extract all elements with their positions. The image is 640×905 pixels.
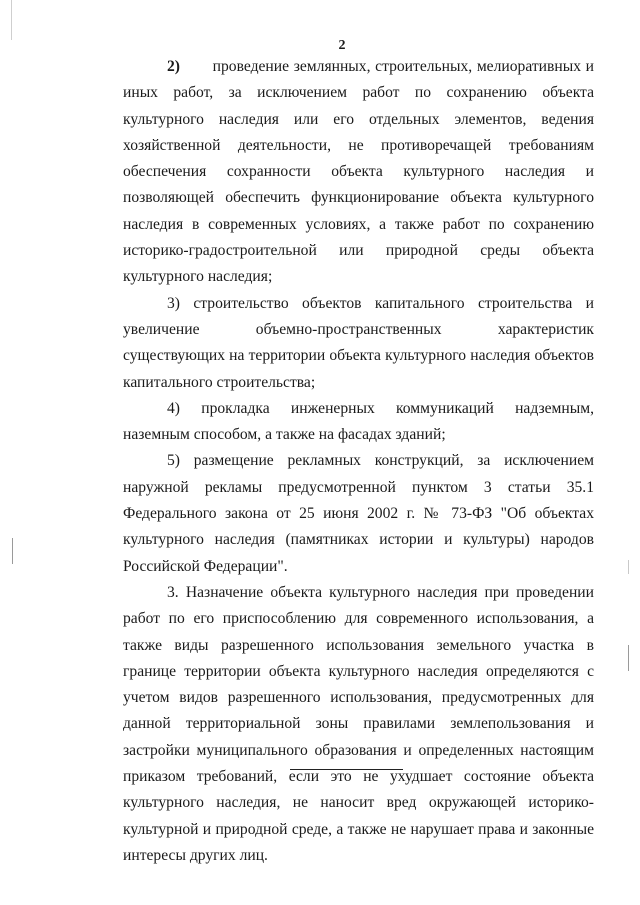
page-number: 2 xyxy=(338,38,346,53)
paragraph-item-4 xyxy=(123,396,594,449)
document-body xyxy=(123,54,594,869)
scan-edge-mark xyxy=(628,560,629,574)
paragraph-item-5 xyxy=(123,448,594,579)
paragraph-section-3 xyxy=(123,580,594,869)
paragraph-text: 3. Назначение объекта культурного наследия при проведении работ по его приспособлению для современного использования, а также виды разрешенного использования земельного участка в границе территории объекта культурного наследия определяются с учетом видов разрешенного использования, предусмотренных для данной территориальной зоны правилами землепользования и застройки муниципального образования и определенных настоящим приказом требований, если это не ухудшает состояние объекта культурного наследия, не наносит вред окружающей историко-культурной и природной среде, а также не нарушает права и законные интересы других лиц. xyxy=(123,583,594,864)
paragraph-item-3 xyxy=(123,291,594,396)
paragraph-number: 2) xyxy=(167,58,180,75)
paragraph-text: 4) прокладка инженерных коммуникаций надземным, наземным способом, а также на фасадах зданий; xyxy=(123,399,594,444)
scan-edge-mark xyxy=(12,538,13,564)
paragraph-text: 3) строительство объектов капитального строительства и увеличение объемно-пространственных характеристик существующих на территории объекта культурного наследия объектов капитального строительства; xyxy=(123,294,594,391)
paragraph-item-2 xyxy=(123,54,594,291)
paragraph-text: 5) размещение рекламных конструкций, за исключением наружной рекламы предусмотренной пунктом 3 статьи 35.1 Федерального закона от 25 июня 2002 г. № 73-ФЗ "Об объектах культурного наследия (памятниках истории и культуры) народов Российской Федерации". xyxy=(123,452,594,575)
scan-edge-mark xyxy=(11,0,12,40)
scan-edge-mark xyxy=(628,645,629,671)
paragraph-text: проведение землянных, строительных, мелиоративных и иных работ, за исключением работ по сохранению объекта культурного наследия или его отдельных элементов, ведения хозяйственной деятельности, не противоречащей требованиям обеспечения сохранности объекта культурного наследия и позволяющей обеспечить функционирование объекта культурного наследия в современных условиях, а также работ по сохранению историко-градостроительной или природной среды объекта культурного наследия; xyxy=(123,58,594,286)
end-separator-line xyxy=(290,769,403,770)
